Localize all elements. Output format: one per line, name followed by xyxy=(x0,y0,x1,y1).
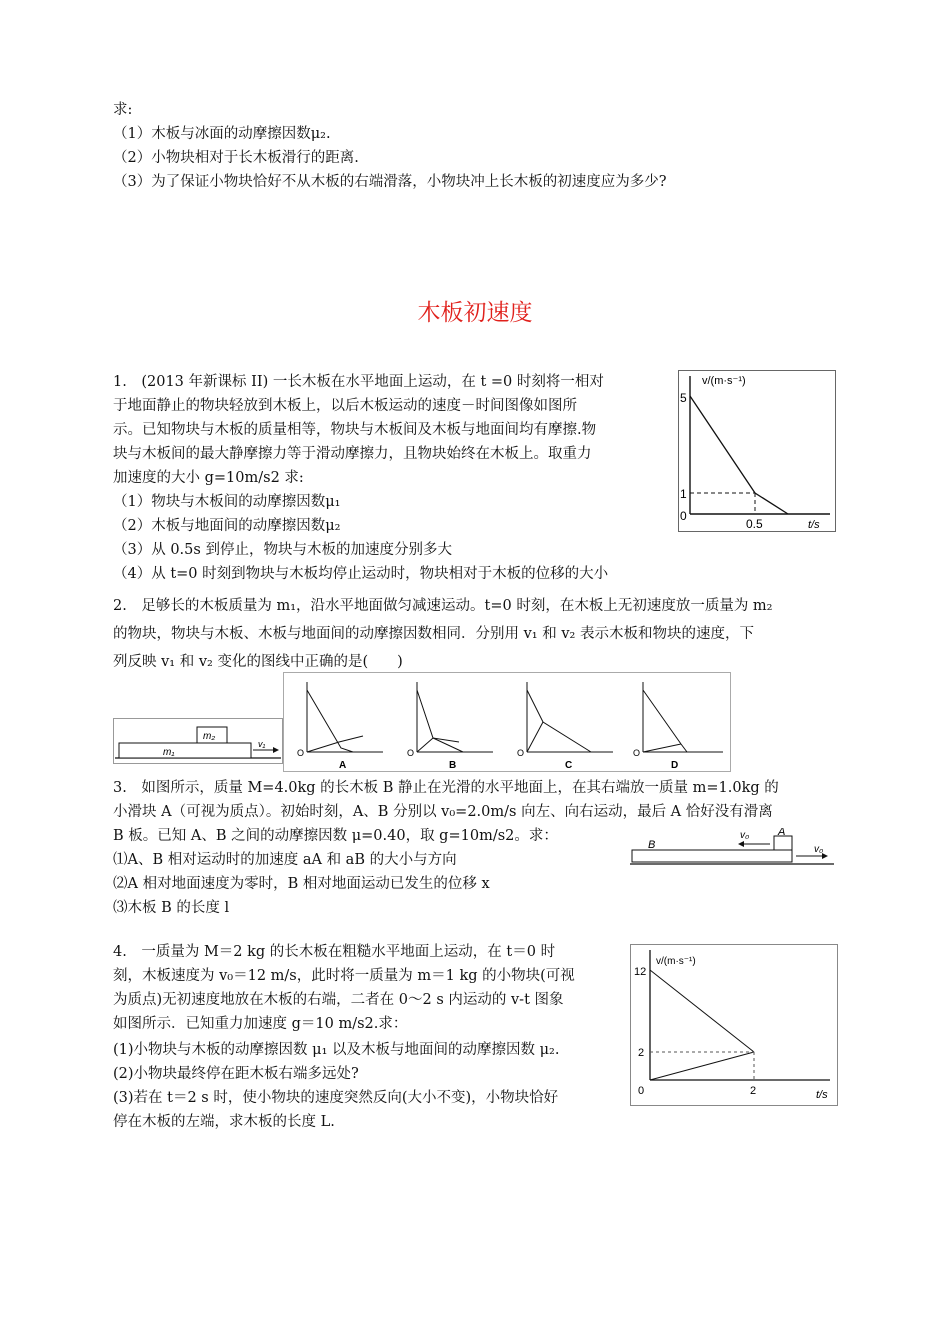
section-title: 木板初速度 xyxy=(417,300,533,326)
p4-ylabel: v/(m·s⁻¹) xyxy=(656,956,696,967)
p4-question-2: (2)小物块最终停在距木板右端多远处? xyxy=(113,1066,359,1082)
p1-origin: 0 xyxy=(680,509,687,523)
p3-block xyxy=(774,836,792,850)
p1-xlabel: t/s xyxy=(808,519,820,531)
p4-line-4: 如图所示．已知重力加速度 g＝10 m/s2.求： xyxy=(113,1016,408,1032)
p3-v-right: v₀ xyxy=(814,844,824,855)
p2-board-figure xyxy=(113,718,283,764)
p3-v-left: v₀ xyxy=(740,830,750,841)
p4-question-3b: 停在木板的左端，求木板的长度 L. xyxy=(113,1114,335,1130)
p1-question-4: （4）从 t=0 时刻到物块与木板均停止运动时，物块相对于木板的位移的大小 xyxy=(113,566,609,582)
p4-y-hi: 12 xyxy=(634,966,647,978)
p1-question-3: （3）从 0.5s 到停止，物块与木板的加速度分别多大 xyxy=(113,542,452,558)
p1-x-tick: 0.5 xyxy=(746,517,763,531)
top-question-3: （3）为了保证小物块恰好不从木板的右端滑落，小物块冲上长木板的初速度应为多少? xyxy=(113,174,667,190)
p3-figure xyxy=(628,828,836,868)
p1-vt-graph xyxy=(678,370,836,532)
p4-line-3: 为质点)无初速度地放在木板的右端，二者在 0～2 s 内运动的 v-t 图象 xyxy=(113,992,564,1008)
svg-text:B: B xyxy=(449,760,457,771)
p1-y-hi: 5 xyxy=(680,391,687,405)
p4-line-1: 4. 一质量为 M＝2 kg 的长木板在粗糙水平地面上运动，在 t＝0 时 xyxy=(113,944,556,960)
p1-line-3: 示。已知物块与木板的质量相等，物块与木板间及木板与地面间均有摩擦.物 xyxy=(113,422,597,438)
p3-board-label: B xyxy=(648,839,656,851)
p3-block-label: A xyxy=(778,828,786,838)
p3-question-2: ⑵A 相对地面速度为零时，B 相对地面运动已发生的位移 x xyxy=(113,876,490,892)
p4-line-2: 刻，木板速度为 v₀＝12 m/s，此时将一质量为 m＝1 kg 的小物块(可视 xyxy=(113,968,575,984)
top-question-1: （1）木板与冰面的动摩擦因数μ₂. xyxy=(113,126,331,142)
p2-board-label: m₁ xyxy=(163,747,175,758)
top-intro: 求: xyxy=(113,102,133,118)
p3-line-2: 小滑块 A（可视为质点）。初始时刻，A、B 分别以 v₀=2.0m/s 向左、向右运动，最后 A 恰好没有滑离 xyxy=(113,804,773,820)
p4-question-3a: (3)若在 t＝2 s 时，使小物块的速度突然反向(大小不变)，小物块恰好 xyxy=(113,1090,559,1106)
p3-question-3: ⑶木板 B 的长度 l xyxy=(113,900,230,916)
p1-line-4: 块与木板间的最大静摩擦力等于滑动摩擦力，且物块始终在木板上。取重力 xyxy=(113,446,592,462)
p4-origin: 0 xyxy=(638,1085,645,1097)
p1-line-1: 1. (2013 年新课标 II) 一长木板在水平地面上运动，在 t =0 时刻将一相对 xyxy=(113,374,604,390)
p4-xlabel: t/s xyxy=(816,1089,828,1101)
p1-ylabel: v/(m·s⁻¹) xyxy=(702,375,746,387)
svg-text:O: O xyxy=(297,748,305,758)
p1-question-1: （1）物块与木板间的动摩擦因数μ₁ xyxy=(113,494,341,510)
p1-line-5: 加速度的大小 g=10m/s2 求: xyxy=(113,470,304,486)
p4-y-lo: 2 xyxy=(638,1047,645,1059)
p1-line-2: 于地面静止的物块轻放到木板上，以后木板运动的速度－时间图像如图所 xyxy=(113,398,577,414)
p2-line-3: 列反映 v₁ 和 v₂ 变化的图线中正确的是( ) xyxy=(113,654,403,670)
p2-line-2: 的物块，物块与木板、木板与地面间的动摩擦因数相同．分别用 v₁ 和 v₂ 表示木板和物块的速度，下 xyxy=(113,626,754,642)
svg-text:O: O xyxy=(407,748,415,758)
svg-text:O: O xyxy=(517,748,525,758)
p2-board xyxy=(119,743,251,758)
p4-x-tick: 2 xyxy=(750,1085,757,1097)
p4-vt-graph xyxy=(630,944,838,1106)
p1-question-2: （2）木板与地面间的动摩擦因数μ₂ xyxy=(113,518,341,534)
p2-line-1: 2. 足够长的木板质量为 m₁，沿水平地面做匀减速运动。t=0 时刻，在木板上无初速度放一质量为 m₂ xyxy=(113,598,773,614)
p4-question-1: (1)小物块与木板的动摩擦因数 μ₁ 以及木板与地面间的动摩擦因数 μ₂. xyxy=(113,1042,560,1058)
p2-option-graphs xyxy=(283,672,731,772)
svg-text:A: A xyxy=(339,760,347,771)
p3-question-1: ⑴A、B 相对运动时的加速度 aA 和 aB 的大小与方向 xyxy=(113,852,457,868)
svg-text:D: D xyxy=(671,760,679,771)
top-question-2: （2）小物块相对于长木板滑行的距离. xyxy=(113,150,359,166)
p1-y-lo: 1 xyxy=(680,487,687,501)
svg-text:O: O xyxy=(633,748,641,758)
p3-board xyxy=(632,850,792,862)
svg-text:C: C xyxy=(565,760,573,771)
p3-line-3: B 板。已知 A、B 之间的动摩擦因数 μ=0.40，取 g=10m/s2。求： xyxy=(113,828,558,844)
p2-block-label: m₂ xyxy=(203,731,216,742)
p2-v1-label: v₁ xyxy=(258,739,266,749)
p3-line-1: 3. 如图所示，质量 M=4.0kg 的长木板 B 静止在光滑的水平地面上，在其右端放一质量 m=1.0kg 的 xyxy=(113,780,779,796)
